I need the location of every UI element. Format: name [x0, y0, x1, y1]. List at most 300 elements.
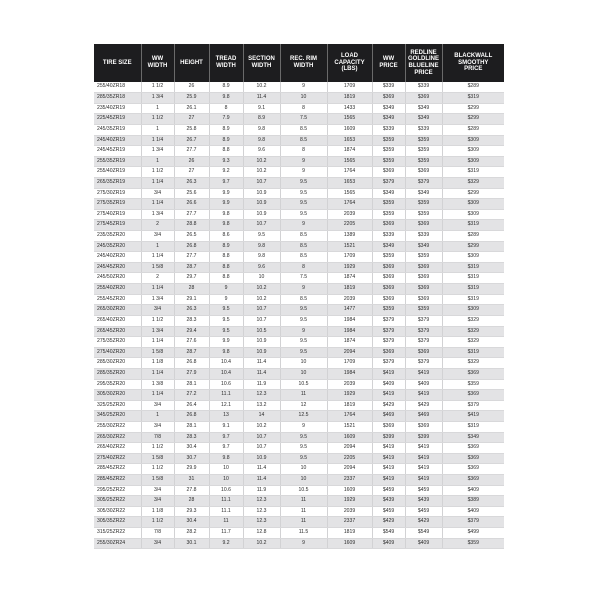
height-cell: 26 — [174, 82, 209, 93]
tread-width-cell: 9.2 — [209, 167, 243, 178]
load-capacity-cell: 1709 — [327, 252, 372, 263]
rim-width-cell: 9 — [280, 220, 327, 231]
table-row — [94, 294, 504, 305]
blackwall-price-cell: $289 — [442, 124, 504, 135]
tread-width-cell: 12.1 — [209, 400, 243, 411]
ww-width-cell: 1 1/2 — [141, 315, 174, 326]
redline-price-cell: $419 — [405, 390, 442, 401]
height-cell: 28.3 — [174, 432, 209, 443]
height-cell: 26.8 — [174, 358, 209, 369]
table-row — [94, 209, 504, 220]
section-width-cell: 9.8 — [243, 241, 280, 252]
table-row — [94, 262, 504, 273]
load-capacity-cell: 1764 — [327, 411, 372, 422]
tread-width-cell: 9 — [209, 294, 243, 305]
height-cell: 25.9 — [174, 93, 209, 104]
table-row — [94, 199, 504, 210]
tire-size-cell: 245/45ZR20 — [94, 262, 141, 273]
section-width-cell: 10.9 — [243, 347, 280, 358]
height-cell: 29.9 — [174, 464, 209, 475]
tire-size-cell: 305/30ZR22 — [94, 506, 141, 517]
load-capacity-cell: 1929 — [327, 496, 372, 507]
tire-size-cell: 245/35ZR19 — [94, 124, 141, 135]
blackwall-price-cell: $309 — [442, 156, 504, 167]
tread-width-cell: 13 — [209, 411, 243, 422]
tire-size-cell: 245/50ZR20 — [94, 273, 141, 284]
height-cell: 30.4 — [174, 517, 209, 528]
rim-width-cell: 9.5 — [280, 177, 327, 188]
tread-width-cell: 10 — [209, 464, 243, 475]
ww-width-cell: 3/4 — [141, 538, 174, 549]
tread-width-cell: 8.9 — [209, 241, 243, 252]
ww-width-cell: 1 1/8 — [141, 506, 174, 517]
rim-width-cell: 10 — [280, 475, 327, 486]
ww-price-cell: $379 — [372, 326, 405, 337]
ww-price-cell: $339 — [372, 82, 405, 93]
header-ww-price: WW PRICE — [372, 44, 405, 82]
blackwall-price-cell: $349 — [442, 432, 504, 443]
blackwall-price-cell: $389 — [442, 496, 504, 507]
blackwall-price-cell: $499 — [442, 528, 504, 539]
blackwall-price-cell: $319 — [442, 347, 504, 358]
tread-width-cell: 9.1 — [209, 422, 243, 433]
ww-width-cell: 1 3/8 — [141, 379, 174, 390]
ww-price-cell: $429 — [372, 400, 405, 411]
rim-width-cell: 9.5 — [280, 315, 327, 326]
rim-width-cell: 9.5 — [280, 453, 327, 464]
ww-width-cell: 1 1/2 — [141, 517, 174, 528]
section-width-cell: 10.7 — [243, 220, 280, 231]
tire-size-cell: 285/35ZR20 — [94, 368, 141, 379]
rim-width-cell: 8.5 — [280, 252, 327, 263]
redline-price-cell: $369 — [405, 167, 442, 178]
rim-width-cell: 10 — [280, 368, 327, 379]
blackwall-price-cell: $369 — [442, 368, 504, 379]
redline-price-cell: $349 — [405, 241, 442, 252]
height-cell: 30.1 — [174, 538, 209, 549]
rim-width-cell: 11 — [280, 517, 327, 528]
table-row — [94, 390, 504, 401]
load-capacity-cell: 2039 — [327, 379, 372, 390]
ww-price-cell: $349 — [372, 241, 405, 252]
rim-width-cell: 10 — [280, 93, 327, 104]
section-width-cell: 10.2 — [243, 538, 280, 549]
section-width-cell: 10.9 — [243, 209, 280, 220]
ww-width-cell: 1 1/4 — [141, 199, 174, 210]
ww-width-cell: 1 1/2 — [141, 464, 174, 475]
blackwall-price-cell: $329 — [442, 177, 504, 188]
ww-width-cell: 3/4 — [141, 305, 174, 316]
blackwall-price-cell: $409 — [442, 506, 504, 517]
ww-price-cell: $409 — [372, 379, 405, 390]
table-row — [94, 305, 504, 316]
table-row — [94, 103, 504, 114]
tread-width-cell: 9.5 — [209, 305, 243, 316]
blackwall-price-cell: $369 — [442, 443, 504, 454]
table-row — [94, 358, 504, 369]
tire-size-cell: 265/30ZR22 — [94, 432, 141, 443]
section-width-cell: 10.2 — [243, 294, 280, 305]
ww-width-cell: 1 1/4 — [141, 252, 174, 263]
tread-width-cell: 8.9 — [209, 82, 243, 93]
ww-price-cell: $419 — [372, 390, 405, 401]
rim-width-cell: 8.5 — [280, 135, 327, 146]
height-cell: 27.7 — [174, 146, 209, 157]
table-row — [94, 443, 504, 454]
blackwall-price-cell: $379 — [442, 517, 504, 528]
load-capacity-cell: 1433 — [327, 103, 372, 114]
tire-size-cell: 265/45ZR20 — [94, 326, 141, 337]
section-width-cell: 10.2 — [243, 167, 280, 178]
tire-size-cell: 295/25ZR22 — [94, 485, 141, 496]
blackwall-price-cell: $289 — [442, 82, 504, 93]
tire-size-cell: 245/45ZR19 — [94, 146, 141, 157]
tread-width-cell: 8.8 — [209, 273, 243, 284]
tire-size-cell: 255/40ZR18 — [94, 82, 141, 93]
rim-width-cell: 7.5 — [280, 273, 327, 284]
ww-width-cell: 1 1/4 — [141, 368, 174, 379]
load-capacity-cell: 2337 — [327, 475, 372, 486]
height-cell: 28.1 — [174, 379, 209, 390]
section-width-cell: 11.4 — [243, 475, 280, 486]
redline-price-cell: $429 — [405, 400, 442, 411]
rim-width-cell: 9 — [280, 284, 327, 295]
rim-width-cell: 8 — [280, 262, 327, 273]
ww-price-cell: $349 — [372, 114, 405, 125]
blackwall-price-cell: $309 — [442, 252, 504, 263]
section-width-cell: 10.7 — [243, 443, 280, 454]
ww-width-cell: 1 5/8 — [141, 475, 174, 486]
table-row — [94, 241, 504, 252]
table-row — [94, 379, 504, 390]
ww-price-cell: $369 — [372, 284, 405, 295]
ww-price-cell: $369 — [372, 167, 405, 178]
blackwall-price-cell: $369 — [442, 475, 504, 486]
ww-width-cell: 1 1/2 — [141, 114, 174, 125]
table-row — [94, 156, 504, 167]
tire-size-cell: 235/40ZR19 — [94, 103, 141, 114]
rim-width-cell: 8.5 — [280, 294, 327, 305]
ww-price-cell: $369 — [372, 294, 405, 305]
ww-width-cell: 1 1/2 — [141, 167, 174, 178]
blackwall-price-cell: $309 — [442, 135, 504, 146]
section-width-cell: 13.2 — [243, 400, 280, 411]
height-cell: 27.9 — [174, 368, 209, 379]
rim-width-cell: 10 — [280, 358, 327, 369]
section-width-cell: 10.7 — [243, 305, 280, 316]
ww-price-cell: $419 — [372, 443, 405, 454]
ww-width-cell: 1 1/4 — [141, 284, 174, 295]
ww-price-cell: $359 — [372, 209, 405, 220]
blackwall-price-cell: $299 — [442, 241, 504, 252]
height-cell: 26.5 — [174, 231, 209, 242]
tread-width-cell: 9.8 — [209, 347, 243, 358]
tire-size-cell: 285/35ZR18 — [94, 93, 141, 104]
redline-price-cell: $459 — [405, 506, 442, 517]
tire-size-cell: 285/45ZR22 — [94, 475, 141, 486]
blackwall-price-cell: $309 — [442, 146, 504, 157]
tire-size-cell: 255/40ZR20 — [94, 284, 141, 295]
tire-size-cell: 255/40ZR19 — [94, 167, 141, 178]
ww-price-cell: $369 — [372, 347, 405, 358]
table-row — [94, 93, 504, 104]
header-ww-width: WW WIDTH — [141, 44, 174, 82]
load-capacity-cell: 2205 — [327, 453, 372, 464]
ww-price-cell: $459 — [372, 485, 405, 496]
rim-width-cell: 9.5 — [280, 432, 327, 443]
ww-width-cell: 3/4 — [141, 485, 174, 496]
ww-price-cell: $339 — [372, 124, 405, 135]
height-cell: 28.7 — [174, 262, 209, 273]
tread-width-cell: 8.8 — [209, 262, 243, 273]
rim-width-cell: 9.5 — [280, 337, 327, 348]
tread-width-cell: 10.6 — [209, 485, 243, 496]
redline-price-cell: $419 — [405, 453, 442, 464]
load-capacity-cell: 1929 — [327, 390, 372, 401]
blackwall-price-cell: $319 — [442, 422, 504, 433]
section-width-cell: 9.8 — [243, 124, 280, 135]
ww-price-cell: $369 — [372, 422, 405, 433]
ww-price-cell: $549 — [372, 528, 405, 539]
tire-size-cell: 275/35ZR20 — [94, 337, 141, 348]
rim-width-cell: 9.5 — [280, 347, 327, 358]
redline-price-cell: $339 — [405, 231, 442, 242]
rim-width-cell: 8 — [280, 146, 327, 157]
height-cell: 27 — [174, 167, 209, 178]
tread-width-cell: 11.7 — [209, 528, 243, 539]
tread-width-cell: 9.3 — [209, 156, 243, 167]
height-cell: 25.8 — [174, 124, 209, 135]
tire-size-cell: 255/45ZR20 — [94, 294, 141, 305]
load-capacity-cell: 2094 — [327, 464, 372, 475]
redline-price-cell: $339 — [405, 82, 442, 93]
table-row — [94, 506, 504, 517]
blackwall-price-cell: $319 — [442, 284, 504, 295]
table-row — [94, 337, 504, 348]
ww-price-cell: $369 — [372, 273, 405, 284]
rim-width-cell: 8.5 — [280, 124, 327, 135]
ww-width-cell: 1 3/4 — [141, 93, 174, 104]
blackwall-price-cell: $359 — [442, 379, 504, 390]
tire-size-cell: 275/45ZR19 — [94, 220, 141, 231]
height-cell: 28.7 — [174, 347, 209, 358]
ww-price-cell: $349 — [372, 188, 405, 199]
tire-size-cell: 265/30ZR20 — [94, 305, 141, 316]
height-cell: 27 — [174, 114, 209, 125]
section-width-cell: 9.8 — [243, 252, 280, 263]
ww-price-cell: $459 — [372, 506, 405, 517]
section-width-cell: 10.7 — [243, 432, 280, 443]
rim-width-cell: 11.5 — [280, 528, 327, 539]
ww-width-cell: 2 — [141, 273, 174, 284]
section-width-cell: 8.9 — [243, 114, 280, 125]
table-row — [94, 368, 504, 379]
load-capacity-cell: 1874 — [327, 146, 372, 157]
ww-price-cell: $379 — [372, 315, 405, 326]
load-capacity-cell: 2337 — [327, 517, 372, 528]
height-cell: 26.6 — [174, 199, 209, 210]
blackwall-price-cell: $329 — [442, 337, 504, 348]
tread-width-cell: 8.9 — [209, 135, 243, 146]
table-row — [94, 422, 504, 433]
blackwall-price-cell: $299 — [442, 103, 504, 114]
blackwall-price-cell: $379 — [442, 400, 504, 411]
section-width-cell: 9.6 — [243, 146, 280, 157]
tread-width-cell: 11 — [209, 517, 243, 528]
tire-size-cell: 305/30ZR20 — [94, 390, 141, 401]
redline-price-cell: $379 — [405, 326, 442, 337]
redline-price-cell: $349 — [405, 188, 442, 199]
redline-price-cell: $359 — [405, 209, 442, 220]
load-capacity-cell: 1477 — [327, 305, 372, 316]
ww-width-cell: 3/4 — [141, 400, 174, 411]
tread-width-cell: 8 — [209, 103, 243, 114]
redline-price-cell: $419 — [405, 443, 442, 454]
height-cell: 26.7 — [174, 135, 209, 146]
height-cell: 26.3 — [174, 305, 209, 316]
header-rec-rim-width: REC. RIM WIDTH — [280, 44, 327, 82]
table-row — [94, 485, 504, 496]
table-row — [94, 124, 504, 135]
redline-price-cell: $379 — [405, 315, 442, 326]
ww-price-cell: $369 — [372, 93, 405, 104]
height-cell: 29.1 — [174, 294, 209, 305]
tread-width-cell: 9.8 — [209, 209, 243, 220]
height-cell: 26.8 — [174, 411, 209, 422]
rim-width-cell: 12.5 — [280, 411, 327, 422]
redline-price-cell: $419 — [405, 475, 442, 486]
height-cell: 26.1 — [174, 103, 209, 114]
section-width-cell: 10.9 — [243, 453, 280, 464]
rim-width-cell: 9.5 — [280, 305, 327, 316]
rim-width-cell: 11 — [280, 390, 327, 401]
redline-price-cell: $359 — [405, 135, 442, 146]
load-capacity-cell: 1653 — [327, 135, 372, 146]
ww-width-cell: 3/4 — [141, 422, 174, 433]
section-width-cell: 11.4 — [243, 358, 280, 369]
rim-width-cell: 9 — [280, 326, 327, 337]
table-row — [94, 528, 504, 539]
table-row — [94, 231, 504, 242]
section-width-cell: 14 — [243, 411, 280, 422]
rim-width-cell: 12 — [280, 400, 327, 411]
load-capacity-cell: 2039 — [327, 506, 372, 517]
ww-width-cell: 1 5/8 — [141, 347, 174, 358]
ww-width-cell: 1 3/4 — [141, 326, 174, 337]
table-header — [94, 44, 504, 82]
ww-width-cell: 1 — [141, 156, 174, 167]
section-width-cell: 11.4 — [243, 464, 280, 475]
table-row — [94, 326, 504, 337]
ww-price-cell: $349 — [372, 103, 405, 114]
tread-width-cell: 11.1 — [209, 390, 243, 401]
redline-price-cell: $419 — [405, 464, 442, 475]
section-width-cell: 9.5 — [243, 231, 280, 242]
tire-size-cell: 275/40ZR22 — [94, 453, 141, 464]
redline-price-cell: $399 — [405, 432, 442, 443]
height-cell: 25.6 — [174, 188, 209, 199]
rim-width-cell: 9 — [280, 538, 327, 549]
section-width-cell: 12.3 — [243, 517, 280, 528]
section-width-cell: 10.9 — [243, 337, 280, 348]
blackwall-price-cell: $369 — [442, 453, 504, 464]
blackwall-price-cell: $309 — [442, 305, 504, 316]
ww-width-cell: 1 5/8 — [141, 262, 174, 273]
tread-width-cell: 9.5 — [209, 326, 243, 337]
tire-size-cell: 255/30ZR22 — [94, 422, 141, 433]
header-redline-price: REDLINE GOLDLINE BLUELINE PRICE — [405, 44, 442, 82]
ww-width-cell: 1 3/4 — [141, 146, 174, 157]
blackwall-price-cell: $419 — [442, 411, 504, 422]
header-load-capacity: LOAD CAPACITY (LBS) — [327, 44, 372, 82]
tread-width-cell: 9.9 — [209, 337, 243, 348]
table-row — [94, 464, 504, 475]
blackwall-price-cell: $309 — [442, 199, 504, 210]
height-cell: 29.4 — [174, 326, 209, 337]
tread-width-cell: 8.9 — [209, 124, 243, 135]
table-row — [94, 273, 504, 284]
section-width-cell: 10.7 — [243, 315, 280, 326]
section-width-cell: 11.4 — [243, 368, 280, 379]
ww-price-cell: $409 — [372, 538, 405, 549]
header-tread-width: TREAD WIDTH — [209, 44, 243, 82]
section-width-cell: 10.2 — [243, 422, 280, 433]
load-capacity-cell: 1874 — [327, 337, 372, 348]
load-capacity-cell: 1819 — [327, 400, 372, 411]
tread-width-cell: 10.4 — [209, 368, 243, 379]
tread-width-cell: 9.8 — [209, 220, 243, 231]
tread-width-cell: 10 — [209, 475, 243, 486]
section-width-cell: 10.9 — [243, 199, 280, 210]
tire-size-cell: 325/25ZR20 — [94, 400, 141, 411]
rim-width-cell: 8.5 — [280, 241, 327, 252]
ww-width-cell: 1 3/4 — [141, 209, 174, 220]
ww-width-cell: 1 — [141, 411, 174, 422]
ww-width-cell: 7/8 — [141, 528, 174, 539]
rim-width-cell: 9.5 — [280, 188, 327, 199]
rim-width-cell: 9 — [280, 82, 327, 93]
load-capacity-cell: 1709 — [327, 358, 372, 369]
ww-width-cell: 1 1/4 — [141, 177, 174, 188]
height-cell: 31 — [174, 475, 209, 486]
tire-size-cell: 275/30ZR19 — [94, 188, 141, 199]
height-cell: 27.7 — [174, 209, 209, 220]
ww-price-cell: $379 — [372, 177, 405, 188]
height-cell: 28.2 — [174, 528, 209, 539]
load-capacity-cell: 1609 — [327, 432, 372, 443]
height-cell: 28 — [174, 496, 209, 507]
table-row — [94, 517, 504, 528]
ww-price-cell: $419 — [372, 475, 405, 486]
table-row — [94, 315, 504, 326]
tread-width-cell: 9.9 — [209, 199, 243, 210]
blackwall-price-cell: $319 — [442, 294, 504, 305]
load-capacity-cell: 1709 — [327, 82, 372, 93]
load-capacity-cell: 1565 — [327, 114, 372, 125]
load-capacity-cell: 2039 — [327, 209, 372, 220]
section-width-cell: 10 — [243, 273, 280, 284]
load-capacity-cell: 2205 — [327, 220, 372, 231]
ww-price-cell: $359 — [372, 199, 405, 210]
tread-width-cell: 10.4 — [209, 358, 243, 369]
blackwall-price-cell: $409 — [442, 485, 504, 496]
redline-price-cell: $549 — [405, 528, 442, 539]
table-row — [94, 114, 504, 125]
redline-price-cell: $349 — [405, 114, 442, 125]
tread-width-cell: 10.6 — [209, 379, 243, 390]
ww-width-cell: 3/4 — [141, 496, 174, 507]
redline-price-cell: $369 — [405, 284, 442, 295]
